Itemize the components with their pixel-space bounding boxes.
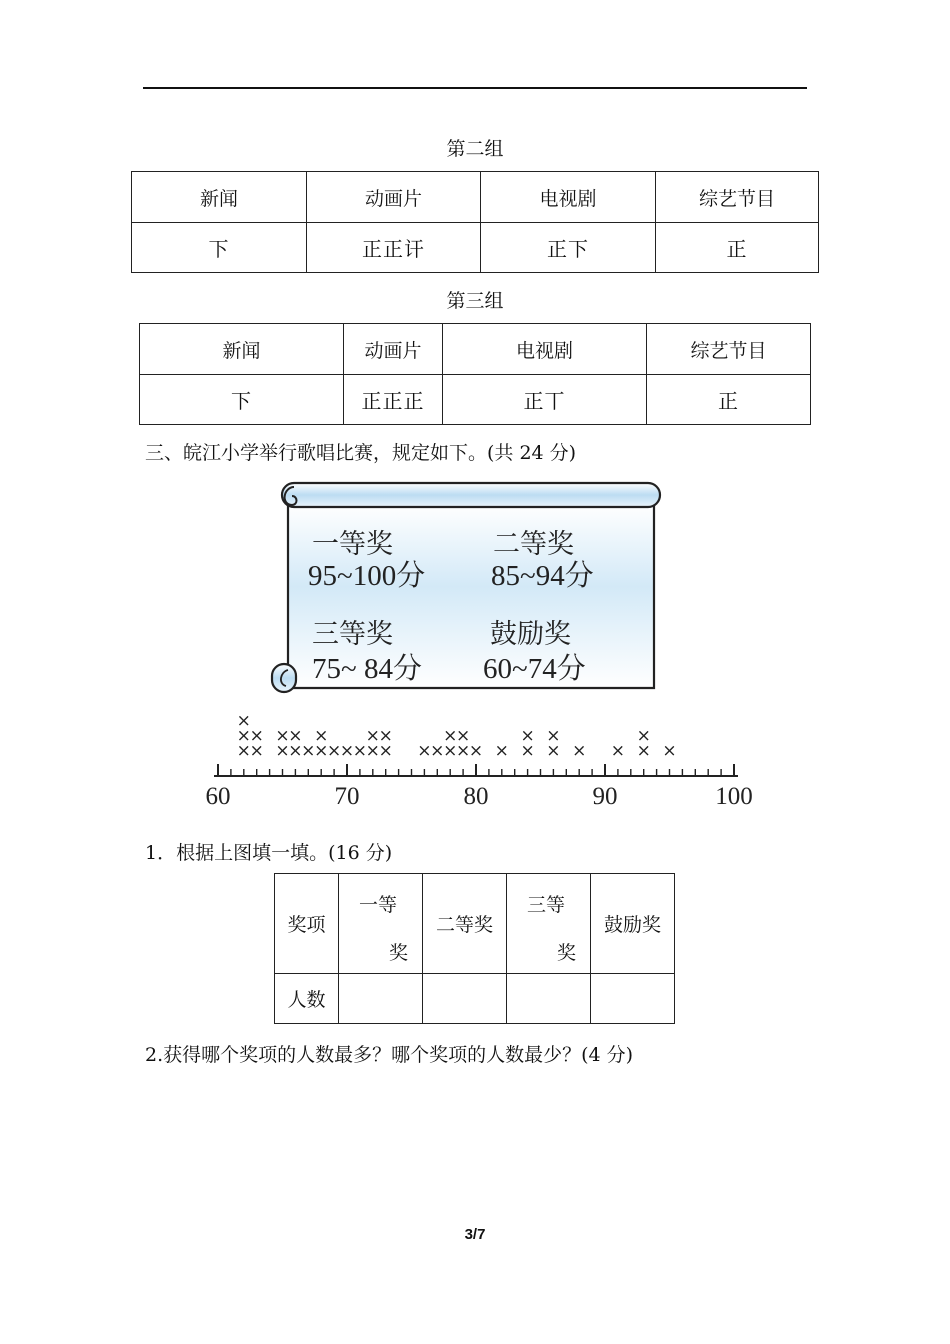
score-mark: ×	[236, 741, 251, 761]
group3-header-news: 新闻	[140, 324, 344, 375]
group2-header-variety: 综艺节目	[656, 172, 819, 223]
score-mark: ×	[275, 741, 290, 761]
group3-table	[139, 323, 811, 425]
score-mark: ×	[365, 741, 380, 761]
group3-tally-news: 下	[140, 375, 344, 425]
group3-header-drama: 电视剧	[443, 324, 647, 375]
award-second-name: 二等奖	[493, 529, 574, 560]
score-mark: ×	[430, 741, 445, 761]
award-second-range: 85~94分	[491, 560, 594, 592]
award-count-table	[274, 873, 675, 1024]
count-third-input[interactable]	[507, 974, 591, 1024]
score-mark: ×	[339, 741, 355, 761]
axis-tick-label: 90	[592, 783, 618, 810]
count-encourage-input[interactable]	[591, 974, 675, 1024]
cell-encourage-award: 鼓励奖	[591, 874, 675, 974]
score-mark: ×	[275, 726, 290, 746]
score-mark: ×	[443, 726, 458, 746]
group3-tally-drama: 正丅	[443, 375, 647, 425]
group2-tally-variety: 正	[656, 223, 819, 273]
score-mark: ×	[546, 741, 561, 761]
award-scroll	[268, 478, 664, 696]
score-mark: ×	[417, 741, 432, 761]
score-mark: ×	[365, 726, 380, 746]
score-mark: ×	[546, 726, 561, 746]
score-mark: ×	[288, 726, 303, 746]
score-mark: ×	[468, 741, 484, 761]
score-mark: ×	[314, 741, 329, 761]
score-mark: ×	[378, 726, 393, 746]
score-mark: ×	[249, 741, 264, 761]
award-encourage-range: 60~74分	[483, 653, 586, 685]
third-award-line2: 奖	[557, 942, 577, 964]
group3-header-variety: 综艺节目	[647, 324, 811, 375]
count-second-input[interactable]	[423, 974, 507, 1024]
score-mark: ×	[455, 741, 471, 761]
score-mark: ×	[520, 741, 535, 761]
award-encourage-name: 鼓励奖	[490, 619, 571, 650]
score-mark: ×	[326, 741, 342, 761]
score-mark: ×	[494, 741, 509, 761]
axis-tick-label: 60	[205, 783, 231, 810]
award-first-name: 一等奖	[312, 529, 393, 560]
group2-tally-drama: 正下	[481, 223, 656, 273]
group3-tally-cartoon: 正正正	[344, 375, 443, 425]
row-label-award: 奖项	[275, 874, 339, 974]
score-dot-plot	[200, 712, 760, 816]
score-mark: ×	[636, 741, 651, 761]
axis-tick-label: 100	[715, 783, 753, 810]
axis-tick-label: 70	[334, 783, 360, 810]
score-mark: ×	[662, 741, 677, 761]
group2-header-cartoon: 动画片	[307, 172, 481, 223]
page-total: 7	[477, 1226, 486, 1243]
score-mark: ×	[520, 726, 535, 746]
axis-tick-label: 80	[463, 783, 489, 810]
score-mark: ×	[314, 726, 329, 746]
cell-first-award	[339, 874, 423, 974]
award-third-name: 三等奖	[312, 619, 393, 650]
group2-header-drama: 电视剧	[481, 172, 656, 223]
dot-plot-svg	[200, 712, 760, 812]
cell-third-award	[507, 874, 591, 974]
cell-second-award: 二等奖	[423, 874, 507, 974]
score-mark: ×	[301, 741, 316, 761]
score-mark: ×	[288, 741, 303, 761]
group2-tally-cartoon: 正正讦	[307, 223, 481, 273]
score-mark: ×	[572, 741, 587, 761]
page-number	[0, 1226, 950, 1243]
score-mark: ×	[455, 726, 471, 746]
score-mark: ×	[378, 741, 393, 761]
section3-title: 三、皖江小学举行歌唱比赛，规定如下。(共 24 分)	[145, 442, 577, 464]
group2-caption: 第二组	[446, 138, 504, 160]
group3-tally-variety: 正	[647, 375, 811, 425]
third-award-line1: 三等	[527, 894, 566, 916]
award-first-range: 95~100分	[308, 560, 426, 592]
score-mark: ×	[443, 741, 458, 761]
group2-tally-news: 下	[132, 223, 307, 273]
score-mark: ×	[249, 726, 264, 746]
group2-table	[131, 171, 819, 273]
award-third-range: 75~ 84分	[312, 653, 422, 685]
first-award-line1: 一等	[359, 894, 398, 916]
count-first-input[interactable]	[339, 974, 423, 1024]
q2-title: 2.获得哪个奖项的人数最多？哪个奖项的人数最少？(4 分)	[145, 1044, 634, 1066]
score-mark: ×	[236, 726, 251, 746]
row-label-count: 人数	[275, 974, 339, 1024]
page-current: 3	[464, 1226, 473, 1243]
score-mark: ×	[236, 712, 251, 731]
first-award-line2: 奖	[389, 942, 409, 964]
q1-title: 1．根据上图填一填。(16 分)	[145, 842, 393, 864]
group3-caption: 第三组	[446, 290, 504, 312]
page-separator: /	[472, 1226, 478, 1243]
group2-header-news: 新闻	[132, 172, 307, 223]
score-mark: ×	[636, 726, 651, 746]
group3-header-cartoon: 动画片	[344, 324, 443, 375]
score-mark: ×	[352, 741, 368, 761]
score-mark: ×	[610, 741, 626, 761]
header-rule	[143, 87, 807, 89]
